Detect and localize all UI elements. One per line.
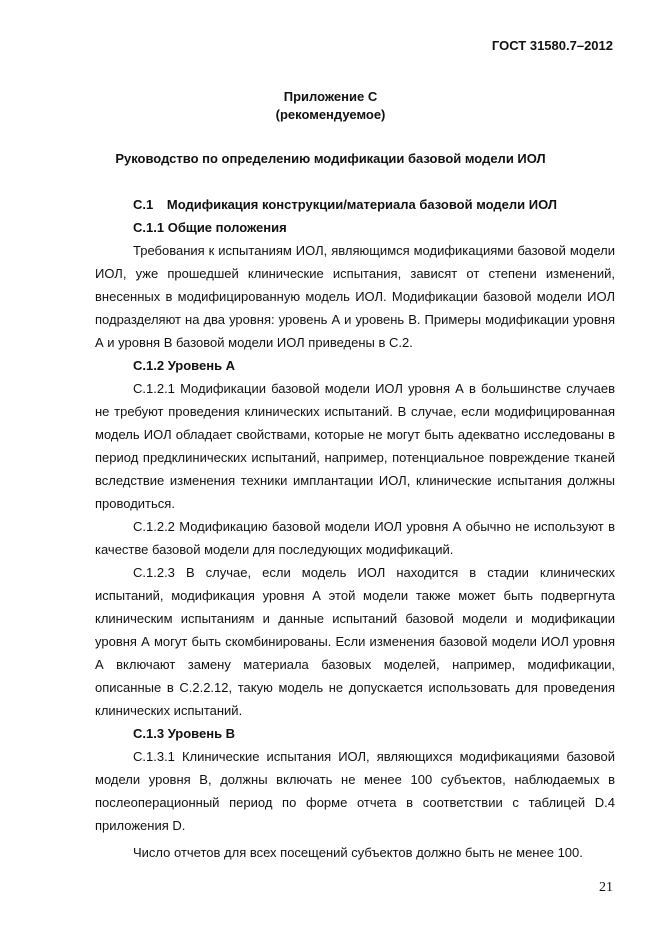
subsection-heading [95,216,615,239]
page-number: 21 [599,880,613,895]
subsection-heading [95,354,615,377]
document-title: Руководство по определению модификации базовой модели ИОЛ [115,151,546,166]
paragraph: С.1.2.1 Модификации базовой модели ИОЛ уровня А в большинстве случаев не требуют проведения клинических испытаний. В случае, если модифицированная модель ИОЛ обладает свойствами, которые не могут быть адекватно исследованы в период предклинических испытаний, например, потенциальное повреждение тканей вследствие изменения техники имплантации ИОЛ, клинические испытания должны проводиться. [95,381,615,511]
subsection-title: Уровень В [167,726,236,741]
paragraph: С.1.2.3 В случае, если модель ИОЛ находится в стадии клинических испытаний, модификация уровня А этой модели также может быть подвергнута клиническим испытаниям и данные испытаний базовой модели и модификации уровня А могут быть скомбинированы. Если изменения базовой модели ИОЛ уровня А включают замену материала базовых моделей, например, модификации, описанные в С.2.2.12, такую модель не допускается использовать для проведения клинических испытаний. [95,565,615,718]
paragraph: Число отчетов для всех посещений субъектов должно быть не менее 100. [133,845,583,860]
document-body [95,193,615,864]
appendix-heading [0,88,661,124]
subsection-number: С.1.1 [133,220,165,235]
standard-code: ГОСТ 31580.7–2012 [491,38,613,53]
subsection-number: С.1.2 [133,358,165,373]
subsection-heading [95,722,615,745]
subsection-number: С.1.3 [133,726,165,741]
paragraph: С.1.2.2 Модификацию базовой модели ИОЛ уровня А обычно не используют в качестве базовой модели для последующих модификаций. [95,519,615,557]
appendix-subtitle: (рекомендуемое) [275,107,386,122]
subsection-title: Уровень А [167,358,236,373]
section-heading [95,193,615,216]
section-number: С.1 [133,197,154,212]
paragraph: Требования к испытаниям ИОЛ, являющимся модификациями базовой модели ИОЛ, уже прошедшей клинические испытания, зависят от степени изменений, внесенных в модифицированную модель ИОЛ. Модификации базовой модели ИОЛ подразделяют на два уровня: уровень А и уровень В. Примеры модификации уровня А и уровня В базовой модели ИОЛ приведены в С.2. [95,243,615,350]
subsection-title: Общие положения [167,220,287,235]
section-title: Модификация конструкции/материала базовой модели ИОЛ [166,197,558,212]
appendix-title: Приложение С [283,89,378,104]
paragraph: С.1.3.1 Клинические испытания ИОЛ, являющихся модификациями базовой модели уровня В, должны включать не менее 100 субъектов, наблюдаемых в послеоперационный период по форме отчета в соответствии с таблицей D.4 приложения D. [95,749,615,833]
